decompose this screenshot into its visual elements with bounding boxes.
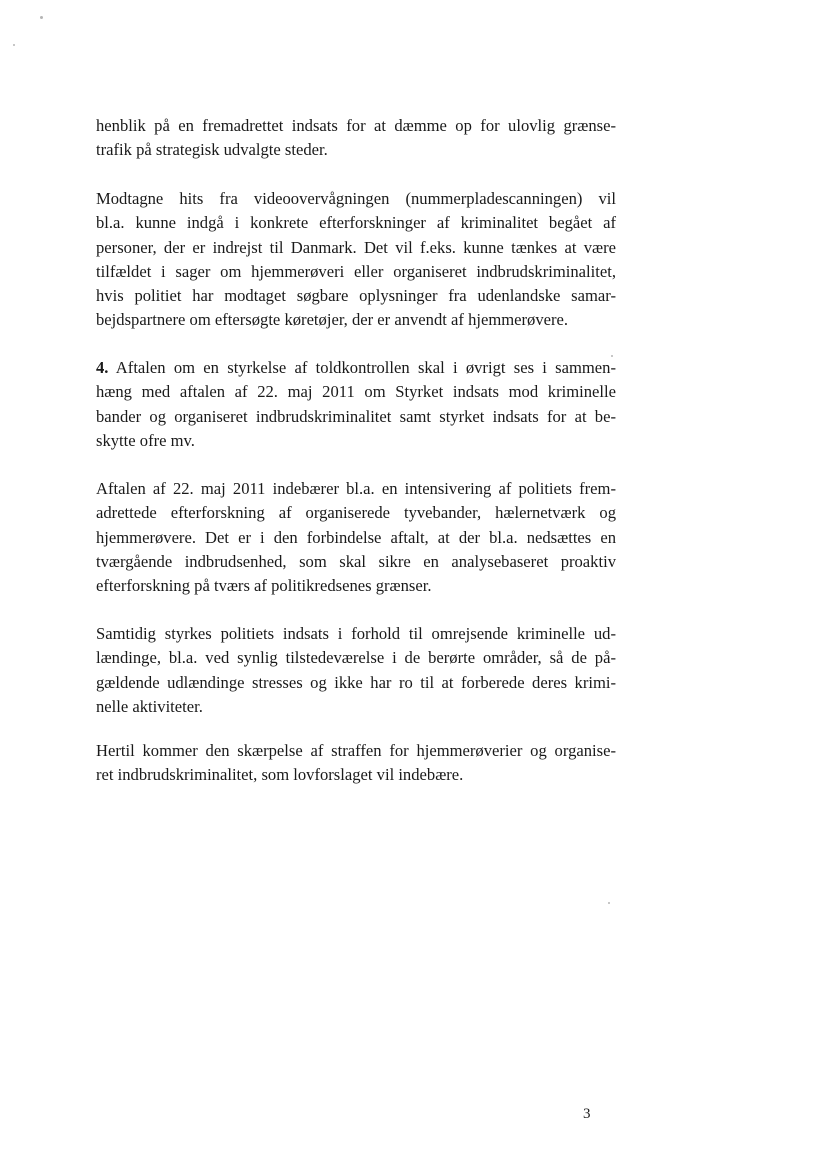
text-fragment: Aftalen om en styrkelse af toldkontrollen skal i øvrigt ses i sammen- [108, 358, 616, 377]
text-line: Hertil kommer den skærpelse af straffen for hjemmerøverier og organise- [96, 741, 616, 760]
paragraph-4 [96, 477, 616, 598]
paragraph-5 [96, 622, 616, 719]
text-line: lændinge, bl.a. ved synlig tilstedeværelse i de berørte områder, så de på- [96, 648, 616, 668]
text-line: tværgående indbrudsenhed, som skal sikre en analysebaseret proaktiv [96, 551, 616, 571]
text-line: trafik på strategisk udvalgte steder. [96, 140, 328, 160]
section-number: 4. [96, 358, 109, 377]
text-line: Aftalen af 22. maj 2011 indebærer bl.a. en intensivering af politiets frem- [96, 479, 616, 498]
scan-speck [40, 16, 43, 19]
page-number: 3 [583, 1106, 591, 1122]
paragraph-2 [96, 187, 616, 333]
text-line: nelle aktiviteter. [96, 696, 203, 716]
text-line: efterforskning på tværs af politikredsenes grænser. [96, 576, 432, 596]
text-line: hvis politiet har modtaget søgbare oplysninger fra udenlandske samar- [96, 286, 616, 306]
text-line: ret indbrudskriminalitet, som lovforslaget vil indebære. [96, 765, 464, 785]
text-line: personer, der er indrejst til Danmark. Det vil f.eks. kunne tænkes at være [96, 237, 616, 257]
paragraph-3 [96, 356, 616, 453]
text-line: hæng med aftalen af 22. maj 2011 om Styrket indsats mod kriminelle [96, 382, 616, 402]
text-line: henblik på en fremadrettet indsats for at dæmme op for ulovlig grænse- [96, 116, 616, 135]
text-line: adrettede efterforskning af organiserede tyvebander, hælernetværk og [96, 503, 616, 523]
scan-speck [608, 902, 610, 904]
text-line: Samtidig styrkes politiets indsats i forhold til omrejsende kriminelle ud- [96, 624, 616, 643]
text-line: bejdspartnere om eftersøgte køretøjer, der er anvendt af hjemmerøvere. [96, 310, 569, 330]
scan-speck [13, 44, 15, 46]
text-line: tilfældet i sager om hjemmerøveri eller organiseret indbrudskriminalitet, [96, 261, 616, 281]
text-line: Modtagne hits fra videoovervågningen (nummerpladescanningen) vil [96, 189, 616, 208]
text-line: gældende udlændinge stresses og ikke har ro til at forberede deres krimi- [96, 672, 616, 692]
paragraph-6 [96, 739, 616, 788]
text-line: skytte ofre mv. [96, 430, 195, 450]
text-line: bl.a. kunne indgå i konkrete efterforskninger af kriminalitet begået af [96, 213, 616, 233]
text-line: hjemmerøvere. Det er i den forbindelse aftalt, at der bl.a. nedsættes en [96, 527, 616, 547]
paragraph-1 [96, 114, 616, 163]
text-line [96, 356, 616, 380]
text-line: bander og organiseret indbrudskriminalitet samt styrket indsats for at be- [96, 406, 616, 426]
